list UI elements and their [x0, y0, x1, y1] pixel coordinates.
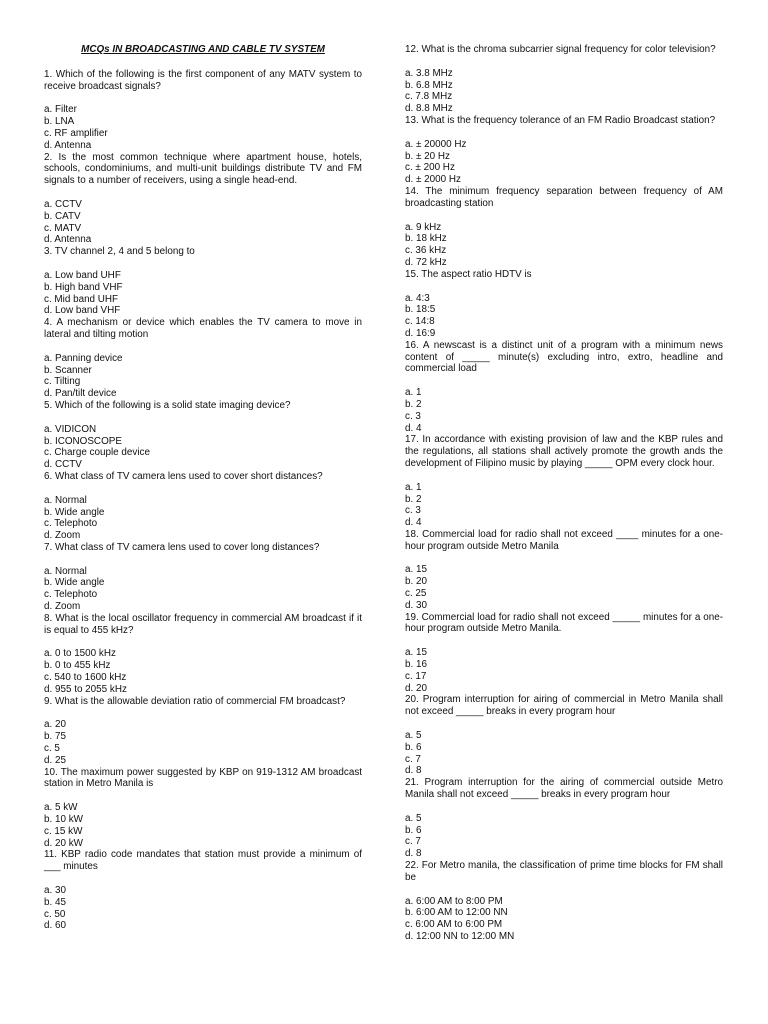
- answer-options: [44, 199, 362, 246]
- answer-option: b. 45: [44, 896, 66, 908]
- answer-option: c. Charge couple device: [44, 447, 150, 459]
- answer-option: d. 20: [405, 682, 427, 694]
- question-block: [44, 69, 362, 152]
- question-text: 3. TV channel 2, 4 and 5 belong to: [44, 246, 195, 258]
- answer-option: c. 5: [44, 743, 60, 755]
- right-question-list: [405, 44, 723, 943]
- answer-option: b. ± 20 Hz: [405, 150, 450, 162]
- answer-option: a. 1: [405, 481, 422, 493]
- question-text: 7. What class of TV camera lens used to cover long distances?: [44, 541, 320, 553]
- question-text: 16. A newscast is a distinct unit of a program with a minimum news content of _____ minute(s) excluding intro, extro, headline and commercial load: [405, 339, 723, 375]
- answer-option: b. 75: [44, 731, 66, 743]
- question-text: 11. KBP radio code mandates that station must provide a minimum of ___ minutes: [44, 849, 362, 873]
- question-block: [405, 115, 723, 186]
- answer-option: a. 5: [405, 812, 422, 824]
- answer-options: [405, 68, 723, 115]
- question-text: 10. The maximum power suggested by KBP on 919-1312 AM broadcast station in Metro Manila is: [44, 766, 362, 790]
- answer-option: a. Normal: [44, 565, 87, 577]
- question-block: [405, 529, 723, 612]
- question-text: 4. A mechanism or device which enables the TV camera to move in lateral and tilting motion: [44, 317, 362, 340]
- answer-option: d. 4: [405, 517, 422, 529]
- answer-option: c. 7: [405, 753, 421, 765]
- answer-option: b. 6:00 AM to 12:00 NN: [405, 907, 508, 919]
- answer-options: [405, 482, 723, 529]
- question-block: [405, 777, 723, 860]
- answer-option: c. 36 kHz: [405, 245, 447, 257]
- answer-options: [44, 802, 362, 849]
- answer-option: a. 9 kHz: [405, 221, 442, 233]
- left-column: [44, 44, 362, 932]
- answer-option: d. 8: [405, 765, 422, 777]
- answer-option: a. 1: [405, 387, 422, 399]
- answer-option: b. 0 to 455 kHz: [44, 660, 111, 672]
- answer-option: d. 30: [405, 599, 427, 611]
- answer-option: a. CCTV: [44, 198, 82, 210]
- question-block: [405, 340, 723, 435]
- answer-option: d. 8.8 MHz: [405, 103, 453, 115]
- answer-option: a. 6:00 AM to 8:00 PM: [405, 895, 503, 907]
- answer-options: [405, 813, 723, 860]
- answer-option: b. 18 kHz: [405, 233, 447, 245]
- question-block: [44, 471, 362, 542]
- answer-option: b. LNA: [44, 116, 75, 128]
- answer-options: [44, 270, 362, 317]
- answer-options: [44, 885, 362, 932]
- answer-option: b. 18:5: [405, 304, 436, 316]
- question-text: 8. What is the local oscillator frequency in commercial AM broadcast if it is equal to 455 kHz?: [44, 612, 362, 636]
- answer-option: c. Telephoto: [44, 518, 98, 530]
- answer-option: d. Pan/tilt device: [44, 388, 117, 400]
- answer-option: d. 60: [44, 920, 66, 932]
- answer-option: d. 12:00 NN to 12:00 MN: [405, 931, 515, 942]
- answer-option: d. CCTV: [44, 459, 82, 471]
- answer-option: b. ICONOSCOPE: [44, 435, 122, 447]
- answer-option: c. 3: [405, 410, 421, 422]
- question-block: [405, 612, 723, 695]
- answer-option: c. 6:00 AM to 6:00 PM: [405, 919, 503, 931]
- answer-options: [44, 104, 362, 151]
- answer-option: c. 3: [405, 505, 421, 517]
- question-text: 14. The minimum frequency separation between frequency of AM broadcasting station: [405, 185, 723, 209]
- answer-options: [405, 222, 723, 269]
- answer-option: c. 17: [405, 670, 427, 682]
- question-block: [44, 317, 362, 400]
- answer-option: d. 955 to 2055 kHz: [44, 683, 127, 695]
- answer-option: a. 3.8 MHz: [405, 67, 453, 79]
- question-text: 18. Commercial load for radio shall not exceed ____ minutes for a one-hour program outside Metro Manila: [405, 528, 723, 552]
- answer-option: d. 72 kHz: [405, 256, 447, 268]
- question-block: [44, 696, 362, 767]
- answer-option: b. 10 kW: [44, 814, 83, 826]
- answer-option: b. 2: [405, 398, 422, 410]
- answer-option: d. ± 2000 Hz: [405, 174, 461, 186]
- answer-option: c. 540 to 1600 kHz: [44, 672, 127, 684]
- question-text: 1. Which of the following is the first component of any MATV system to receive broadcast signals?: [44, 68, 362, 92]
- answer-option: d. Zoom: [44, 530, 81, 542]
- answer-options: [405, 896, 723, 943]
- answer-option: d. 8: [405, 848, 422, 860]
- answer-option: a. 5 kW: [44, 802, 78, 814]
- answer-option: a. 4:3: [405, 292, 430, 304]
- answer-option: a. 30: [44, 885, 66, 897]
- answer-options: [405, 730, 723, 777]
- answer-option: c. 25: [405, 588, 427, 600]
- question-text: 5. Which of the following is a solid state imaging device?: [44, 399, 291, 411]
- answer-options: [405, 139, 723, 186]
- answer-option: b. 6.8 MHz: [405, 79, 453, 91]
- question-text: 6. What class of TV camera lens used to cover short distances?: [44, 470, 323, 482]
- answer-option: c. RF amplifier: [44, 127, 108, 139]
- answer-option: b. 2: [405, 493, 422, 505]
- question-block: [405, 434, 723, 529]
- question-block: [405, 694, 723, 777]
- answer-option: a. 5: [405, 730, 422, 742]
- question-text: 17. In accordance with existing provision of law and the KBP rules and the regulations, all stations shall actively promote the growth ands the development of Filipino music by playing _____ OPM every clock hour.: [405, 434, 723, 469]
- answer-option: d. Antenna: [44, 139, 92, 151]
- question-block: [44, 400, 362, 471]
- answer-option: a. Normal: [44, 494, 87, 506]
- question-block: [405, 269, 723, 340]
- question-block: [44, 542, 362, 613]
- document-title: MCQs IN BROADCASTING AND CABLE TV SYSTEM: [81, 44, 325, 55]
- answer-option: a. Panning device: [44, 352, 123, 364]
- answer-option: b. CATV: [44, 210, 81, 222]
- answer-option: c. 7.8 MHz: [405, 91, 453, 103]
- question-text: 13. What is the frequency tolerance of an FM Radio Broadcast station?: [405, 114, 716, 126]
- answer-options: [44, 424, 362, 471]
- question-text: 21. Program interruption for the airing of commercial outside Metro Manila shall not exceed _____ breaks in every program hour: [405, 777, 723, 801]
- left-question-list: [44, 69, 362, 932]
- answer-option: b. Scanner: [44, 364, 92, 376]
- answer-option: a. Filter: [44, 104, 77, 116]
- answer-options: [405, 387, 723, 434]
- answer-option: b. 6: [405, 824, 422, 836]
- answer-option: c. 14:8: [405, 316, 435, 328]
- answer-option: c. ± 200 Hz: [405, 162, 455, 174]
- question-text: 2. Is the most common technique where apartment house, hotels, schools, condominiums, and multi-unit buildings distribute TV and FM signals to a number of receivers, using a single head-end.: [44, 151, 362, 187]
- answer-option: b. Wide angle: [44, 506, 105, 518]
- answer-option: c. 7: [405, 836, 421, 848]
- answer-options: [44, 648, 362, 695]
- answer-options: [44, 353, 362, 400]
- right-column: [405, 44, 723, 943]
- answer-option: d. 20 kW: [44, 837, 83, 849]
- answer-option: c. Telephoto: [44, 589, 98, 601]
- answer-option: c. Tilting: [44, 376, 81, 388]
- question-block: [405, 186, 723, 269]
- answer-option: d. Antenna: [44, 234, 92, 246]
- question-block: [44, 613, 362, 696]
- answer-option: b. High band VHF: [44, 281, 123, 293]
- question-text: 19. Commercial load for radio shall not exceed _____ minutes for a one-hour program outside Metro Manila.: [405, 611, 723, 635]
- answer-option: b. 20: [405, 576, 427, 588]
- answer-options: [405, 647, 723, 694]
- answer-option: c. 15 kW: [44, 825, 83, 837]
- answer-option: a. 15: [405, 647, 427, 659]
- question-block: [44, 849, 362, 932]
- question-block: [405, 44, 723, 115]
- answer-options: [44, 495, 362, 542]
- answer-option: b. Wide angle: [44, 577, 105, 589]
- question-text: 9. What is the allowable deviation ratio of commercial FM broadcast?: [44, 695, 346, 707]
- answer-option: a. VIDICON: [44, 423, 97, 435]
- question-text: 22. For Metro manila, the classification of prime time blocks for FM shall be: [405, 860, 723, 883]
- answer-option: d. 25: [44, 754, 66, 766]
- answer-options: [44, 566, 362, 613]
- answer-option: d. 16:9: [405, 327, 436, 339]
- answer-option: b. 16: [405, 659, 427, 671]
- question-block: [44, 767, 362, 850]
- question-text: 12. What is the chroma subcarrier signal frequency for color television?: [405, 44, 716, 55]
- question-text: 15. The aspect ratio HDTV is: [405, 268, 532, 280]
- question-block: [405, 860, 723, 943]
- question-block: [44, 152, 362, 247]
- answer-option: d. Zoom: [44, 601, 81, 613]
- answer-options: [405, 293, 723, 340]
- answer-option: a. ± 20000 Hz: [405, 138, 467, 150]
- answer-option: c. 50: [44, 908, 66, 920]
- answer-options: [44, 719, 362, 766]
- question-text: 20. Program interruption for airing of commercial in Metro Manila shall not exceed _____ breaks in every program hour: [405, 694, 723, 718]
- answer-option: a. 0 to 1500 kHz: [44, 648, 116, 660]
- answer-option: c. Mid band UHF: [44, 293, 119, 305]
- answer-option: a. 20: [44, 719, 66, 731]
- answer-options: [405, 564, 723, 611]
- answer-option: a. 15: [405, 564, 427, 576]
- answer-option: d. 4: [405, 422, 422, 434]
- answer-option: d. Low band VHF: [44, 305, 121, 317]
- answer-option: b. 6: [405, 741, 422, 753]
- answer-option: c. MATV: [44, 222, 82, 234]
- question-block: [44, 246, 362, 317]
- answer-option: a. Low band UHF: [44, 269, 121, 281]
